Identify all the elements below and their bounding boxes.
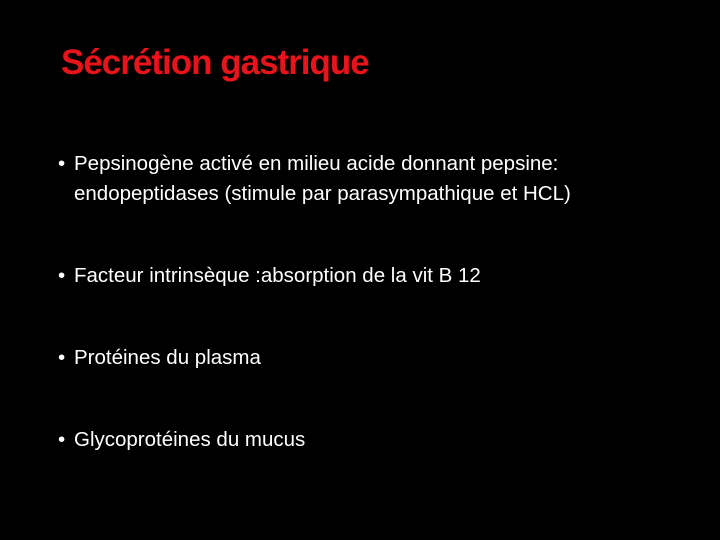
bullet-text: Pepsinogène activé en milieu acide donnant pepsine: endopeptidases (stimule par parasympathique et HCL): [74, 152, 571, 205]
slide-title: Sécrétion gastrique: [61, 43, 369, 82]
bullet-icon: •: [58, 152, 66, 175]
bullet-text: Facteur intrinsèque :absorption de la vit B 12: [74, 264, 481, 287]
bullet-icon: •: [58, 428, 66, 451]
bullet-item: [58, 343, 658, 373]
bullet-text: Glycoprotéines du mucus: [74, 428, 306, 451]
bullet-item: [58, 149, 658, 209]
bullet-icon: •: [58, 346, 66, 369]
bullet-text: Protéines du plasma: [74, 346, 261, 369]
bullet-list: [58, 149, 658, 455]
bullet-item: [58, 261, 658, 291]
bullet-item: [58, 425, 658, 455]
bullet-icon: •: [58, 264, 66, 287]
